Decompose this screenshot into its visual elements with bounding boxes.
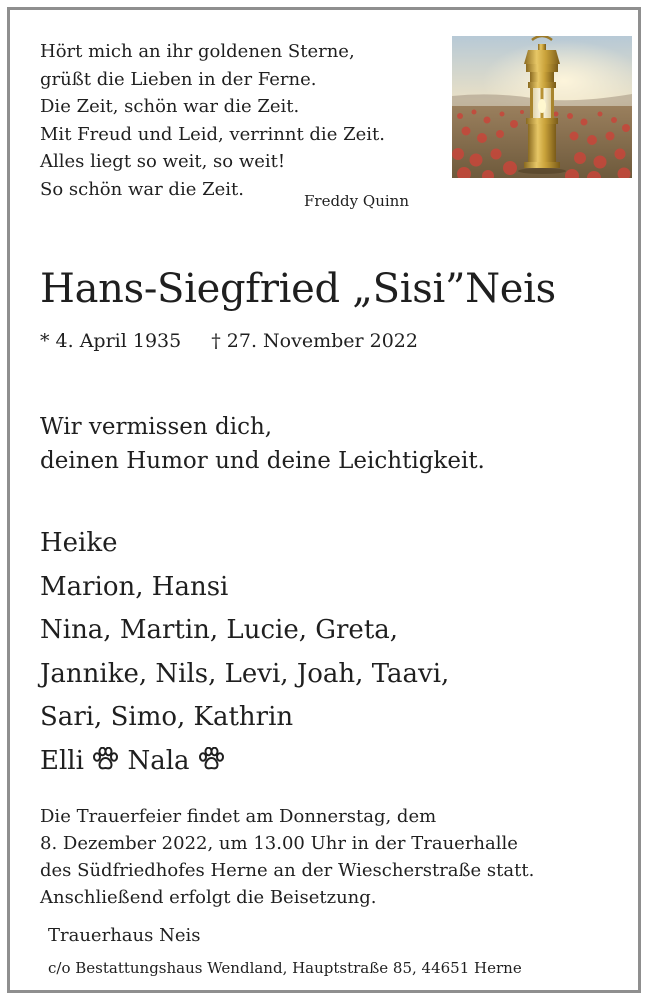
- poem-line: grüßt die Lieben in der Ferne.: [40, 68, 317, 90]
- ceremony-line: Die Trauerfeier findet am Donnerstag, dem: [40, 806, 437, 827]
- pet-name: Nala: [127, 745, 190, 776]
- birth-date: * 4. April 1935: [40, 330, 182, 352]
- funeral-home-name: Trauerhaus Neis: [48, 925, 201, 946]
- funeral-home-address: c/o Bestattungshaus Wendland, Hauptstraße 85, 44651 Herne: [48, 959, 522, 977]
- life-dates: [40, 328, 418, 354]
- message-line: deinen Humor und deine Leichtigkeit.: [40, 448, 485, 474]
- poem-author: Freddy Quinn: [304, 192, 409, 210]
- funeral-ceremony-info: [40, 803, 534, 911]
- miner-lamp-photo: [452, 36, 632, 178]
- obituary-notice: [7, 7, 641, 993]
- death-date: † 27. November 2022: [211, 330, 418, 352]
- paw-icon: [92, 742, 119, 766]
- poem-line: Hört mich an ihr goldenen Sterne,: [40, 41, 355, 62]
- family-line: Nina, Martin, Lucie, Greta,: [40, 615, 399, 645]
- poem-line: Alles liegt so weit, so weit!: [40, 151, 286, 172]
- family-line: Sari, Simo, Kathrin: [40, 702, 294, 732]
- poem-line: So schön war die Zeit.: [40, 178, 244, 200]
- deceased-name: Hans-Siegfried „Sisi”Neis: [40, 266, 556, 312]
- ceremony-line: 8. Dezember 2022, um 13.00 Uhr in der Trauerhalle: [40, 833, 518, 854]
- ceremony-line: des Südfriedhofes Herne an der Wiescherstraße statt.: [40, 860, 535, 881]
- family-line: Marion, Hansi: [40, 571, 229, 602]
- poem: [40, 38, 385, 203]
- family-line: Heike: [40, 528, 118, 558]
- family-line: Jannike, Nils, Levi, Joah, Taavi,: [40, 658, 450, 689]
- paw-icon: [198, 742, 225, 766]
- poem-line: Die Zeit, schön war die Zeit.: [40, 96, 300, 117]
- family-list: [40, 522, 449, 783]
- ceremony-line: Anschließend erfolgt die Beisetzung.: [40, 887, 377, 908]
- pet-name: Elli: [40, 745, 84, 776]
- pets-line: [40, 740, 449, 784]
- poem-line: Mit Freud und Leid, verrinnt die Zeit.: [40, 123, 385, 145]
- remembrance-message: [40, 410, 485, 478]
- message-line: Wir vermissen dich,: [40, 414, 273, 440]
